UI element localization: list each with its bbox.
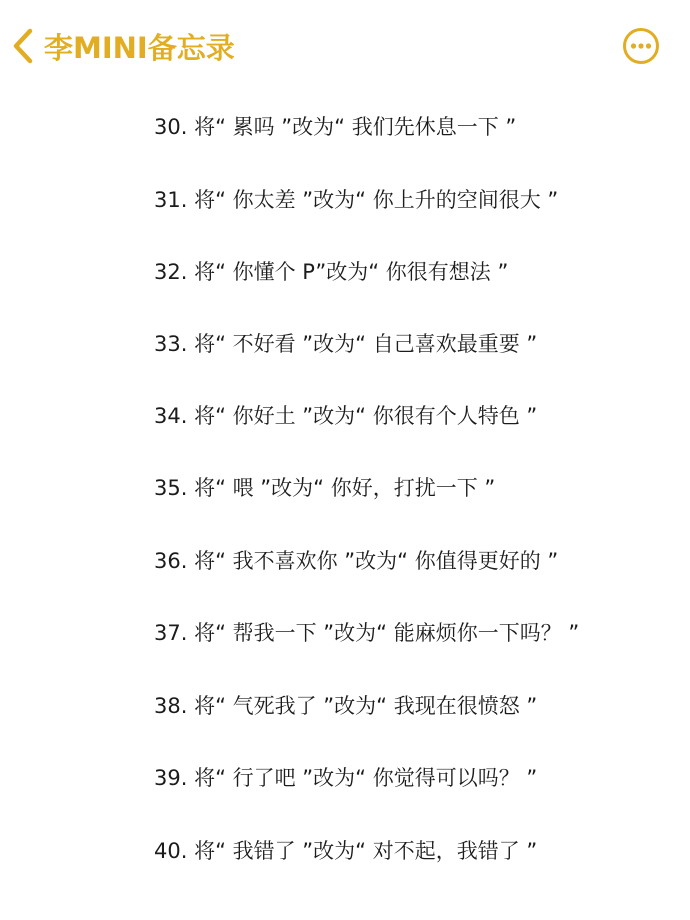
chevron-left-icon xyxy=(10,24,36,68)
note-line-32: 32. 将“ 你懂个 P”改为“ 你很有想法 ” xyxy=(154,260,509,284)
nav-header xyxy=(0,0,690,92)
more-horizontal-icon[interactable] xyxy=(622,27,660,65)
note-line-36: 36. 将“ 我不喜欢你 ”改为“ 你值得更好的 ” xyxy=(154,549,559,573)
note-line-40: 40. 将“ 我错了 ”改为“ 对不起，我错了 ” xyxy=(154,839,538,863)
note-line-37: 37. 将“ 帮我一下 ”改为“ 能麻烦你一下吗？ ” xyxy=(154,621,580,645)
note-line-35: 35. 将“ 喂 ”改为“ 你好，打扰一下 ” xyxy=(154,476,496,500)
note-line-38: 38. 将“ 气死我了 ”改为“ 我现在很愤怒 ” xyxy=(154,694,538,718)
back-button[interactable] xyxy=(10,24,235,68)
note-line-39: 39. 将“ 行了吧 ”改为“ 你觉得可以吗？ ” xyxy=(154,766,538,790)
note-line-34: 34. 将“ 你好土 ”改为“ 你很有个人特色 ” xyxy=(154,404,538,428)
note-line-30: 30. 将“ 累吗 ”改为“ 我们先休息一下 ” xyxy=(154,115,517,139)
note-line-33: 33. 将“ 不好看 ”改为“ 自己喜欢最重要 ” xyxy=(154,332,538,356)
back-label: 李MINI备忘录 xyxy=(44,30,235,65)
note-line-31: 31. 将“ 你太差 ”改为“ 你上升的空间很大 ” xyxy=(154,188,559,212)
